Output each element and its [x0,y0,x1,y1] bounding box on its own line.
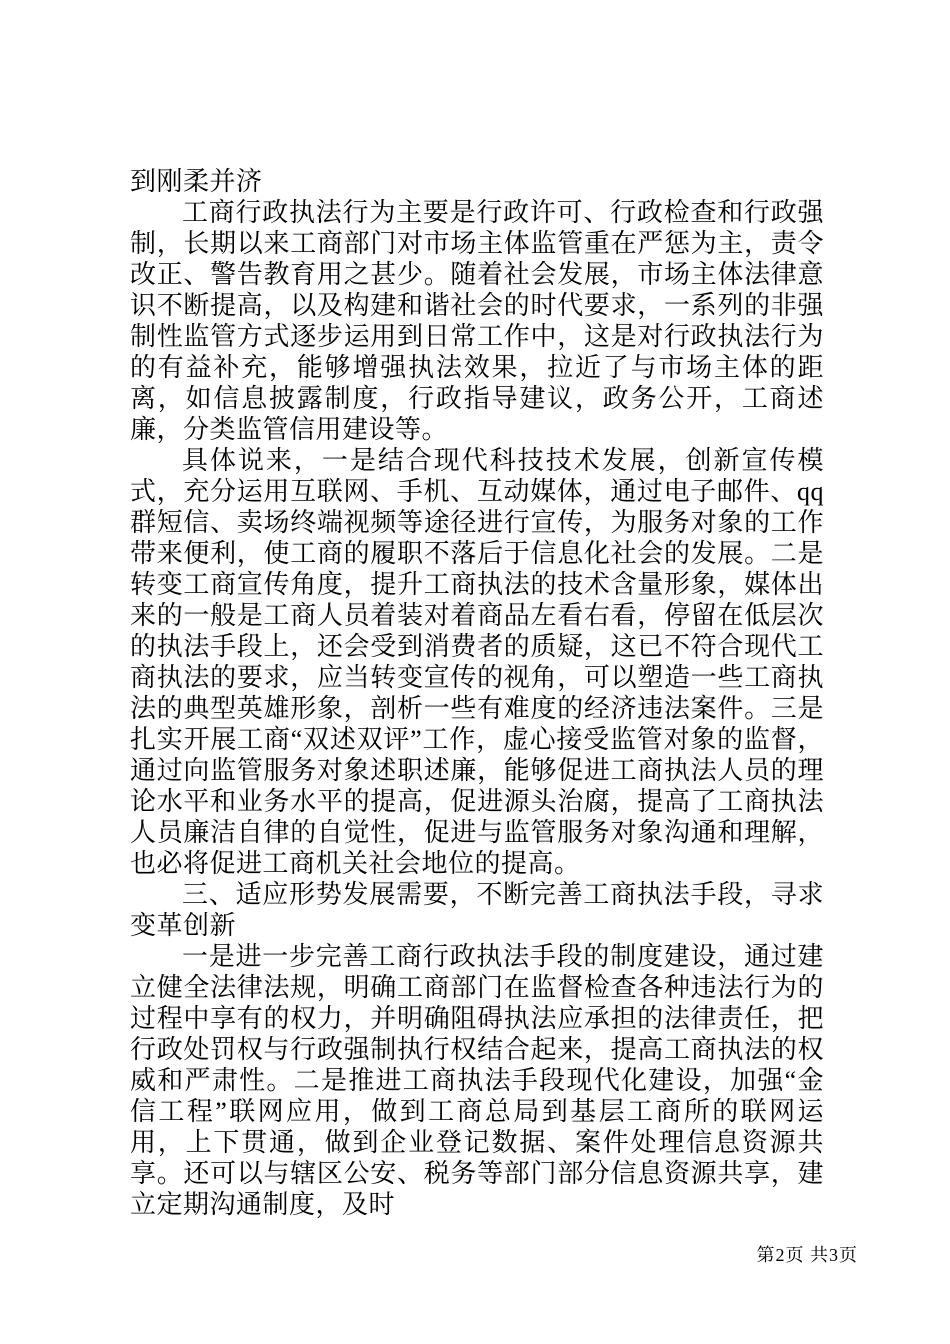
paragraph-enforcement-overview: 工商行政执法行为主要是行政许可、行政检查和行政强制，长期以来工商部门对市场主体监管重在严惩为主，责令改正、警告教育用之甚少。随着社会发展，市场主体法律意识不断提高，以及构建和谐社会的时代要求，一系列的非强制性监管方式逐步运用到日常工作中，这是对行政执法行为的有益补充，能够增强执法效果，拉近了与市场主体的距离，如信息披露制度，行政指导建议，政务公开，工商述廉，分类监管信用建设等。 [130,198,824,444]
document-body [130,166,824,1220]
page-number-label: 第2页 共3页 [756,1245,858,1265]
paragraph-specific-measures: 具体说来，一是结合现代科技技术发展，创新宣传模式，充分运用互联网、手机、互动媒体，通过电子邮件、qq群短信、卖场终端视频等途径进行宣传，为服务对象的工作带来便利，使工商的履职不落后于信息化社会的发展。二是转变工商宣传角度，提升工商执法的技术含量形象，媒体出来的一般是工商人员着装对着商品左看右看，停留在低层次的执法手段上，还会受到消费者的质疑，这已不符合现代工商执法的要求，应当转变宣传的视角，可以塑造一些工商执法的典型英雄形象，剖析一些有难度的经济违法案件。三是扎实开展工商“双述双评”工作，虚心接受监管对象的监督，通过向监管服务对象述职述廉，能够促进工商执法人员的理论水平和业务水平的提高，促进源头治腐，提高了工商执法人员廉洁自律的自觉性，促进与监管服务对象沟通和理解，也必将促进工商机关社会地位的提高。 [130,446,824,878]
page-footer [757,1244,859,1266]
section-heading-three: 三、适应形势发展需要，不断完善工商执法手段，寻求变革创新 [130,880,824,940]
paragraph-continuation: 到刚柔并济 [130,167,263,196]
paragraph-institutional-building: 一是进一步完善工商行政执法手段的制度建设，通过建立健全法律法规，明确工商部门在监督检查各种违法行为的过程中享有的权力，并明确阻碍执法应承担的法律责任，把行政处罚权与行政强制执行权结合起来，提高工商执法的权威和严肃性。二是推进工商执法手段现代化建设，加强“金信工程”联网应用，做到工商总局到基层工商所的联网运用，上下贯通，做到企业登记数据、案件处理信息资源共享。还可以与辖区公安、税务等部门部分信息资源共享，建立定期沟通制度，及时 [130,942,824,1219]
